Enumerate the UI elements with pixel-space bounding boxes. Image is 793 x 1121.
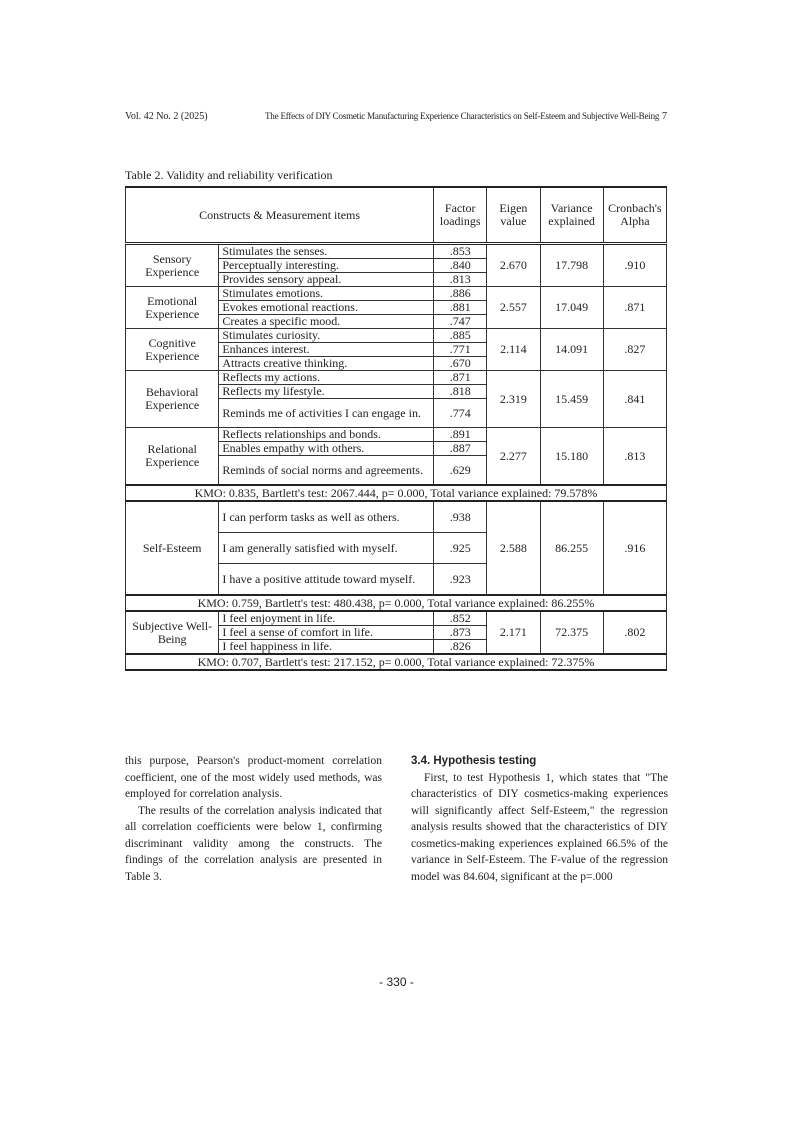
item-cell: Stimulates the senses. xyxy=(219,244,434,259)
left-column xyxy=(125,753,382,885)
construct-cell: Emotional Experience xyxy=(126,287,219,329)
alpha-cell: .827 xyxy=(603,329,666,371)
loading-cell: .891 xyxy=(434,428,487,442)
loading-cell: .853 xyxy=(434,244,487,259)
loading-cell: .886 xyxy=(434,287,487,301)
section-heading: 3.4. Hypothesis testing xyxy=(411,755,537,767)
loading-cell: .670 xyxy=(434,357,487,371)
loading-cell: .774 xyxy=(434,399,487,428)
eigen-cell: 2.277 xyxy=(487,428,540,486)
loading-cell: .813 xyxy=(434,273,487,287)
loading-cell: .881 xyxy=(434,301,487,315)
col-cronbach-alpha: Cronbach's Alpha xyxy=(603,187,666,244)
item-cell: Stimulates emotions. xyxy=(219,287,434,301)
item-cell: I feel happiness in life. xyxy=(219,640,434,655)
loading-cell: .826 xyxy=(434,640,487,655)
running-title: The Effects of DIY Cosmetic Manufacturing Experience Characteristics on Self-Esteem and Subjective Well-Being xyxy=(265,111,660,121)
body-paragraph: First, to test Hypothesis 1, which states that "The characteristics of DIY cosmetics-making experiences will significantly affect Self-Esteem," the regression analysis results showed that the characteristics of DIY cosmetics-making experiences explained 66.5% of the variance in Self-Esteem. The F-value of the regression model was 84.604, significant at the p=.000 xyxy=(411,771,668,883)
item-cell: Reminds me of activities I can engage in. xyxy=(219,399,434,428)
kmo-row xyxy=(126,485,667,501)
item-cell: Enables empathy with others. xyxy=(219,442,434,456)
table-row xyxy=(126,371,667,385)
table-row xyxy=(126,428,667,442)
variance-cell: 15.180 xyxy=(540,428,603,486)
kmo-row xyxy=(126,595,667,611)
variance-cell: 17.049 xyxy=(540,287,603,329)
eigen-cell: 2.319 xyxy=(487,371,540,428)
loading-cell: .840 xyxy=(434,259,487,273)
variance-cell: 14.091 xyxy=(540,329,603,371)
kmo-summary: KMO: 0.835, Bartlett's test: 2067.444, p= 0.000, Total variance explained: 79.578% xyxy=(126,485,667,501)
col-eigen-value: Eigen value xyxy=(487,187,540,244)
item-cell: I can perform tasks as well as others. xyxy=(219,501,434,533)
item-cell: Attracts creative thinking. xyxy=(219,357,434,371)
item-cell: I feel enjoyment in life. xyxy=(219,611,434,626)
construct-cell: Sensory Experience xyxy=(126,244,219,287)
item-cell: I feel a sense of comfort in life. xyxy=(219,626,434,640)
loading-cell: .873 xyxy=(434,626,487,640)
body-paragraph: this purpose, Pearson's product-moment correlation coefficient, one of the most widely used methods, was employed for correlation analysis. xyxy=(125,755,382,800)
eigen-cell: 2.588 xyxy=(487,501,540,595)
alpha-cell: .802 xyxy=(603,611,666,654)
loading-cell: .925 xyxy=(434,533,487,564)
construct-cell: Relational Experience xyxy=(126,428,219,486)
item-cell: I am generally satisfied with myself. xyxy=(219,533,434,564)
loading-cell: .629 xyxy=(434,456,487,486)
table-header-row xyxy=(126,187,667,244)
eigen-cell: 2.670 xyxy=(487,244,540,287)
loading-cell: .747 xyxy=(434,315,487,329)
variance-cell: 72.375 xyxy=(540,611,603,654)
alpha-cell: .841 xyxy=(603,371,666,428)
loading-cell: .938 xyxy=(434,501,487,533)
variance-cell: 86.255 xyxy=(540,501,603,595)
alpha-cell: .916 xyxy=(603,501,666,595)
item-cell: Stimulates curiosity. xyxy=(219,329,434,343)
eigen-cell: 2.171 xyxy=(487,611,540,654)
col-factor-loadings: Factor loadings xyxy=(434,187,487,244)
item-cell: Reflects my lifestyle. xyxy=(219,385,434,399)
table-row xyxy=(126,611,667,626)
alpha-cell: .910 xyxy=(603,244,666,287)
alpha-cell: .813 xyxy=(603,428,666,486)
item-cell: Evokes emotional reactions. xyxy=(219,301,434,315)
journal-volume: Vol. 42 No. 2 (2025) xyxy=(125,111,208,122)
item-cell: Enhances interest. xyxy=(219,343,434,357)
table-row xyxy=(126,501,667,533)
item-cell: Perceptually interesting. xyxy=(219,259,434,273)
loading-cell: .771 xyxy=(434,343,487,357)
construct-cell: Self-Esteem xyxy=(126,501,219,595)
item-cell: Provides sensory appeal. xyxy=(219,273,434,287)
body-paragraph: The results of the correlation analysis indicated that all correlation coefficients were below 1, confirming discriminant validity among the constructs. The findings of the correlation analysis are presented in Table 3. xyxy=(125,804,382,883)
item-cell: Reflects my actions. xyxy=(219,371,434,385)
loading-cell: .885 xyxy=(434,329,487,343)
table-caption: Table 2. Validity and reliability verification xyxy=(125,168,333,182)
validity-table xyxy=(125,186,667,671)
header-page-number: 7 xyxy=(662,111,667,122)
item-cell: Reflects relationships and bonds. xyxy=(219,428,434,442)
eigen-cell: 2.557 xyxy=(487,287,540,329)
table-row xyxy=(126,287,667,301)
loading-cell: .818 xyxy=(434,385,487,399)
kmo-row xyxy=(126,654,667,670)
page-number: - 330 - xyxy=(379,975,414,989)
loading-cell: .852 xyxy=(434,611,487,626)
table-row xyxy=(126,244,667,259)
col-variance-explained: Variance explained xyxy=(540,187,603,244)
construct-cell: Subjective Well-Being xyxy=(126,611,219,654)
eigen-cell: 2.114 xyxy=(487,329,540,371)
variance-cell: 17.798 xyxy=(540,244,603,287)
loading-cell: .923 xyxy=(434,564,487,596)
item-cell: Reminds of social norms and agreements. xyxy=(219,456,434,486)
right-column xyxy=(411,753,668,885)
loading-cell: .871 xyxy=(434,371,487,385)
loading-cell: .887 xyxy=(434,442,487,456)
construct-cell: Behavioral Experience xyxy=(126,371,219,428)
col-constructs: Constructs & Measurement items xyxy=(126,187,434,244)
kmo-summary: KMO: 0.707, Bartlett's test: 217.152, p= 0.000, Total variance explained: 72.375% xyxy=(126,654,667,670)
item-cell: Creates a specific mood. xyxy=(219,315,434,329)
kmo-summary: KMO: 0.759, Bartlett's test: 480.438, p= 0.000, Total variance explained: 86.255% xyxy=(126,595,667,611)
table-row xyxy=(126,329,667,343)
construct-cell: Cognitive Experience xyxy=(126,329,219,371)
alpha-cell: .871 xyxy=(603,287,666,329)
item-cell: I have a positive attitude toward myself. xyxy=(219,564,434,596)
variance-cell: 15.459 xyxy=(540,371,603,428)
